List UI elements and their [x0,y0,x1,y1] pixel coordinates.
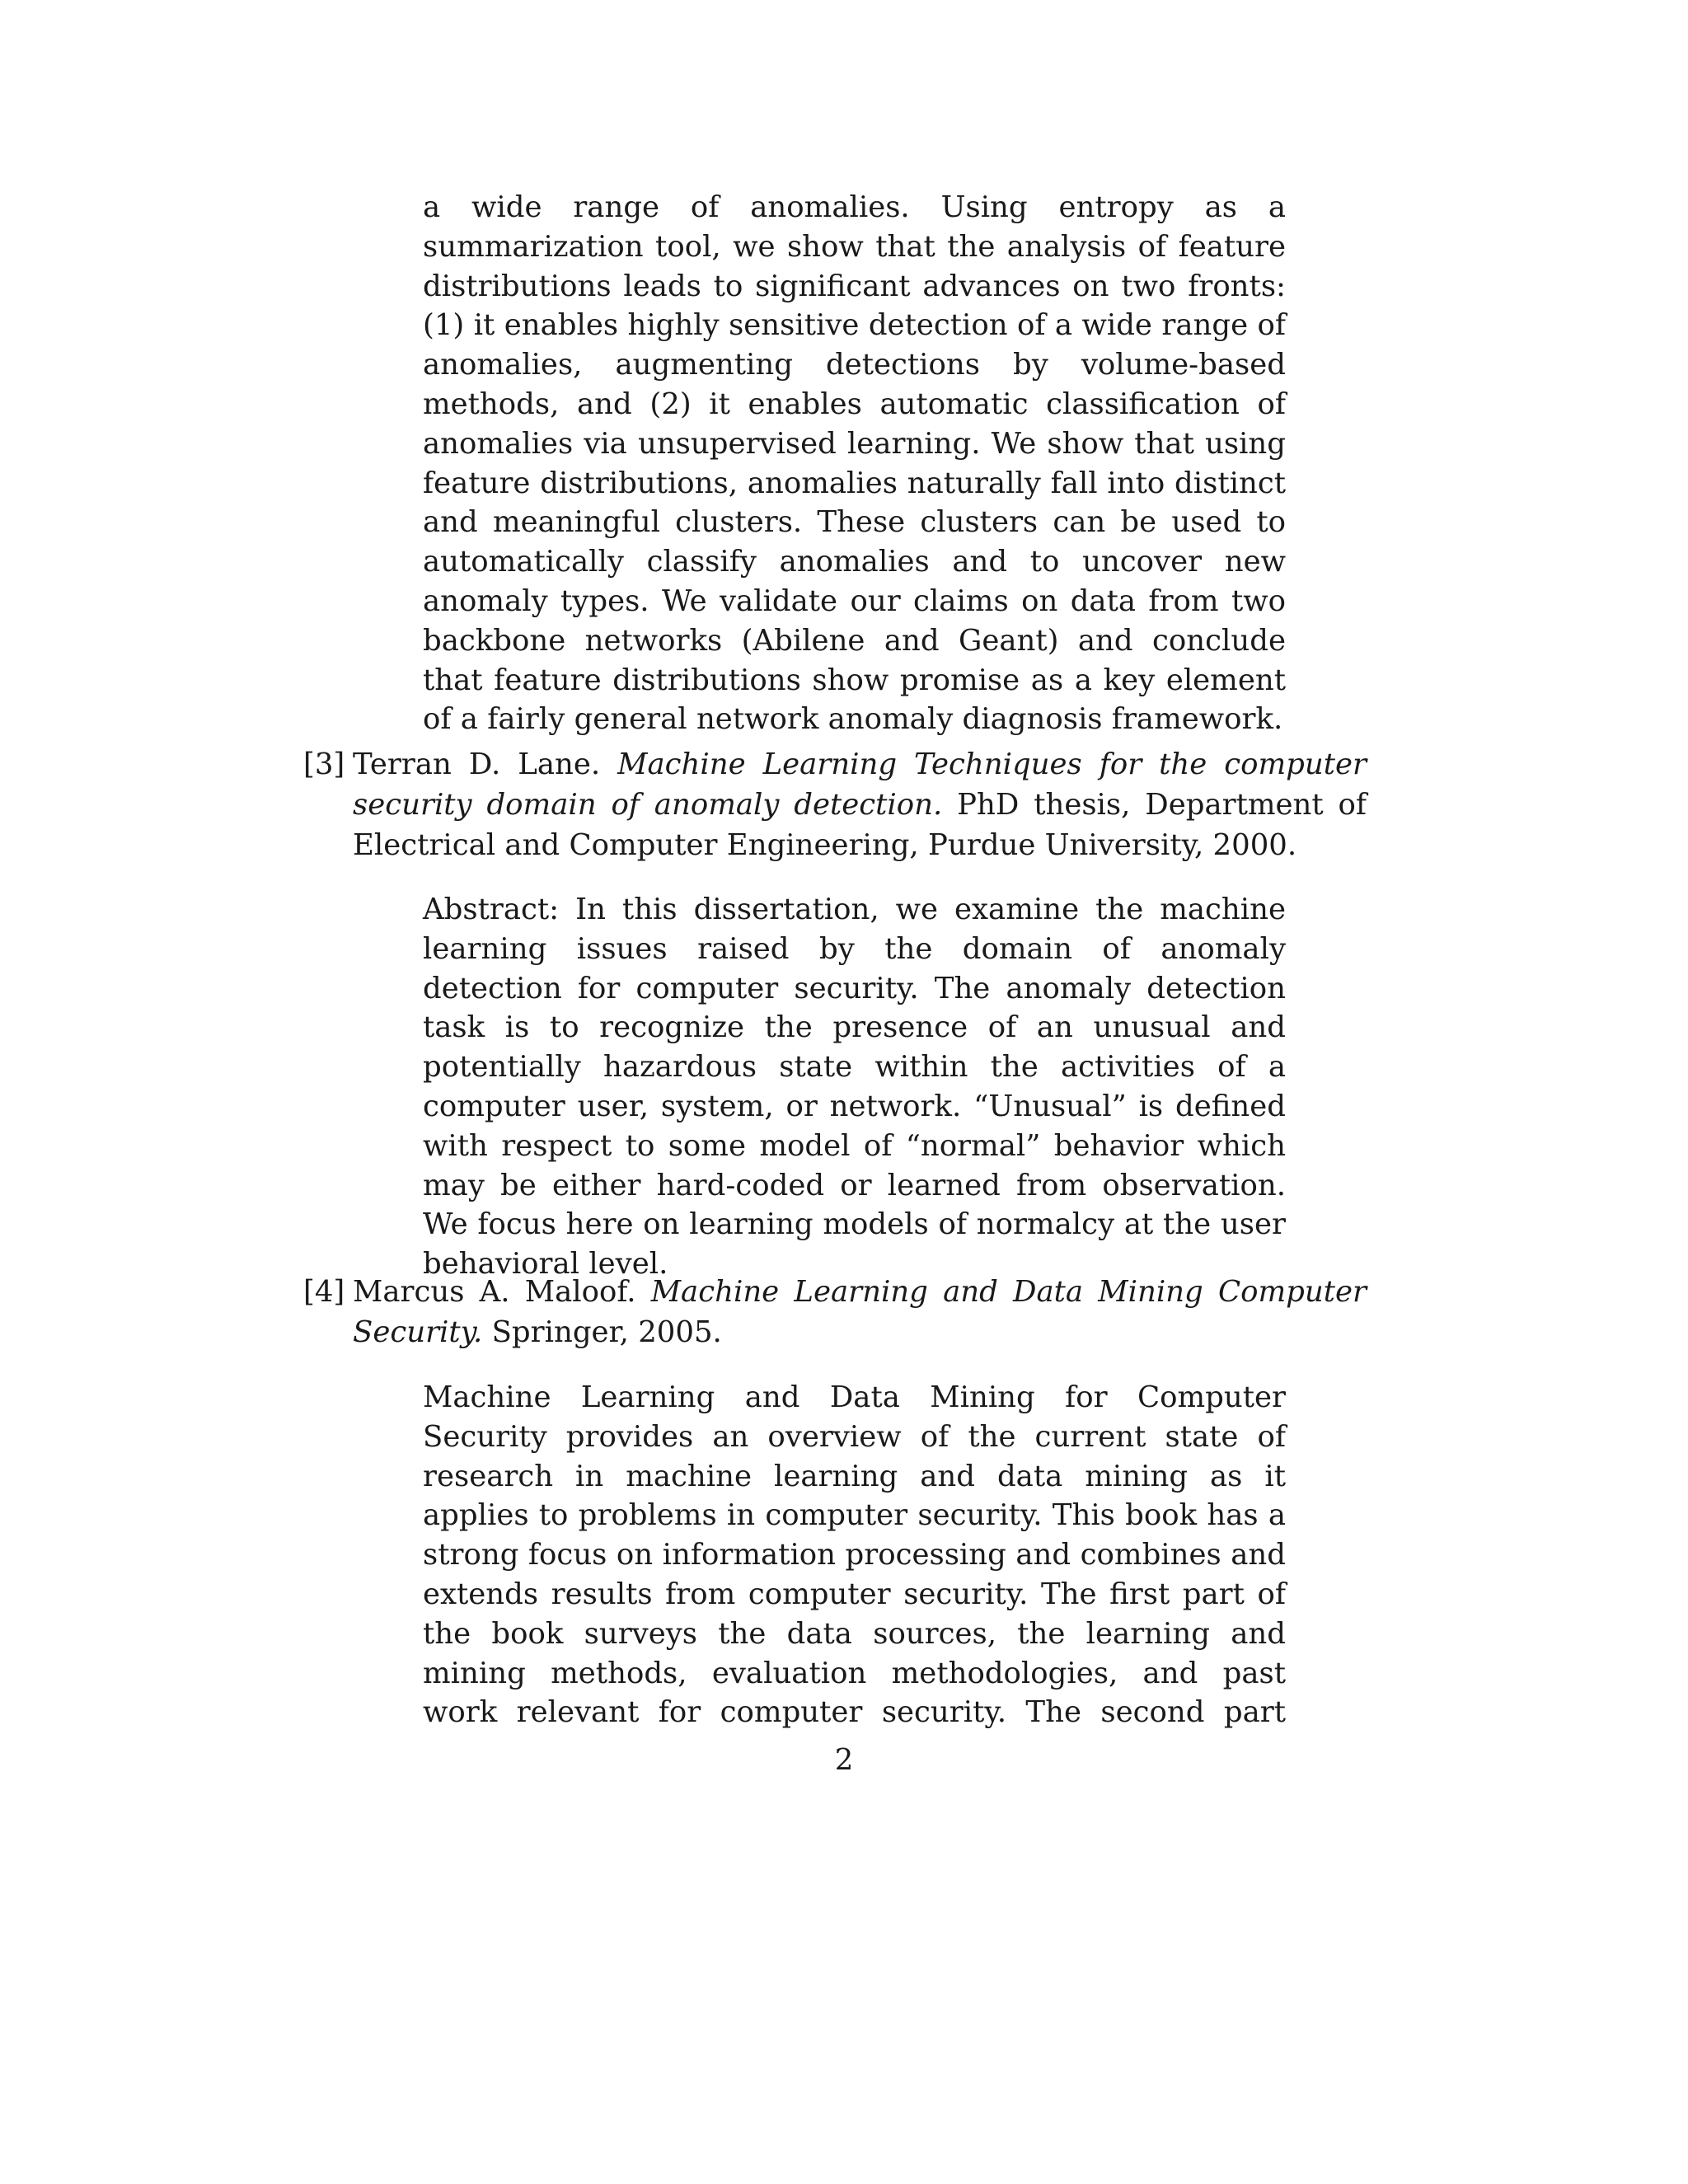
reference-number: [4] [303,1275,345,1309]
reference-abstract-3: Abstract: In this dissertation, we examine the machine learning issues raised by the domain of anomaly detection for computer security. The anomaly detection task is to recognize the presence of an unusual and potentially hazardous state within the activities of a computer user, system, or network. “Unusual” is defined with respect to some model of “normal” behavior which may be either hard-coded or learned from observation. We focus here on learning models of normalcy at the user behavioral level. [423,893,1286,1282]
reference-citation [353,744,1367,865]
page-number: 2 [834,1743,854,1777]
reference-number: [3] [303,748,345,781]
continued-abstract: a wide range of anomalies. Using entropy as a summarization tool, we show that the analysis of feature distributions leads to significant advances on two fronts: (1) it enables highly sensitive detection of a wide range of anomalies, augmenting detections by volume-based methods, and (2) it enables automatic classification of anomalies via unsupervised learning. We show that using feature distributions, anomalies naturally fall into distinct and meaningful clusters. These clusters can be used to automatically classify anomalies and to uncover new anomaly types. We validate our claims on data from two backbone networks (Abilene and Geant) and conclude that feature distributions show promise as a key element of a fairly general network anomaly diagnosis framework. [423,190,1286,737]
reference-authors: Marcus A. Maloof. [353,1275,636,1309]
reference-title: Machine Learning Techniques for the computer security domain of anomaly detection. [353,748,1367,822]
reference-entry-4 [303,1272,1367,1352]
reference-title: Machine Learning and Data Mining Computer Security. [353,1275,1367,1349]
reference-authors: Terran D. Lane. [353,748,601,781]
reference-citation [353,1272,1367,1352]
reference-details: Springer, 2005. [491,1315,722,1349]
reference-entry-3 [303,744,1367,865]
reference-details: PhD thesis, Department of Electrical and Computer Engineering, Purdue University, 2000. [353,788,1367,862]
reference-abstract-4: Machine Learning and Data Mining for Computer Security provides an overview of the current state of research in machine learning and data mining as it applies to problems in computer security. This book has a strong focus on information processing and combines and extends results from computer security. The first part of the book surveys the data sources, the learning and mining methods, evaluation methodologies, and past work relevant for computer security. The second part [423,1380,1286,1730]
